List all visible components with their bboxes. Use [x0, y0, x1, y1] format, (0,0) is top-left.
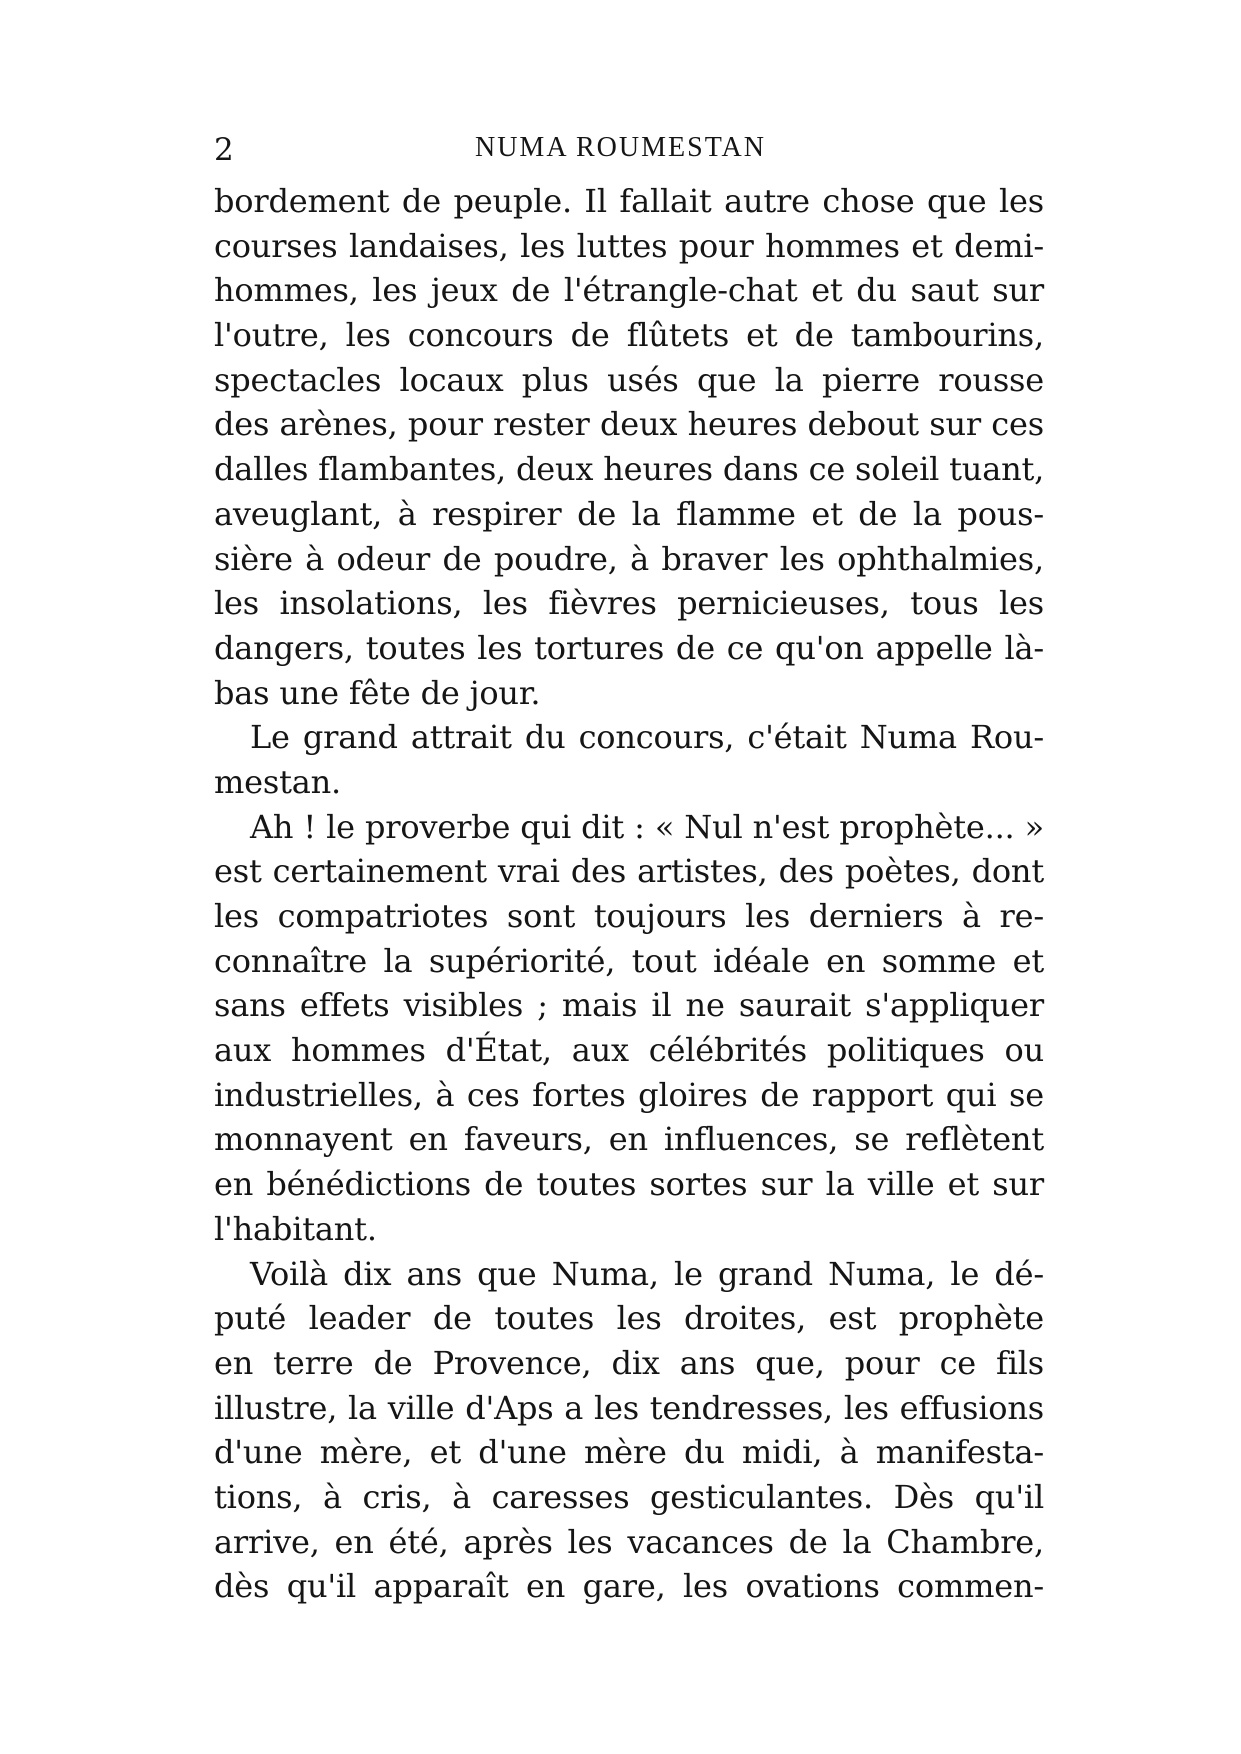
text-line: Voilà dix ans que Numa, le grand Numa, le dé-	[250, 1254, 1044, 1293]
text-line: est certainement vrai des artistes, des poètes, dont	[214, 852, 1044, 891]
text-line: illustre, la ville d'Aps a les tendresses, les effusions	[214, 1388, 1044, 1427]
text-line: mestan.	[214, 762, 342, 801]
text-line: les compatriotes sont toujours les derniers à re-	[214, 897, 1044, 935]
running-title: NUMA ROUMESTAN	[474, 132, 766, 163]
text-line: Le grand attrait du concours, c'était Numa Rou-	[250, 718, 1044, 757]
text-line: des arènes, pour rester deux heures debout sur ces	[214, 405, 1044, 444]
text-line: en bénédictions de toutes sortes sur la ville et sur	[214, 1165, 1044, 1204]
text-line: connaître la supériorité, tout idéale en somme et	[214, 941, 1044, 980]
text-line: courses landaises, les luttes pour hommes et demi-	[214, 226, 1044, 265]
text-line: arrive, en été, après les vacances de la Chambre,	[214, 1522, 1044, 1561]
text-line: d'une mère, et d'une mère du midi, à manifesta-	[214, 1433, 1044, 1472]
page-number: 2	[214, 132, 234, 168]
text-line: dalles flambantes, deux heures dans ce soleil tuant,	[214, 450, 1045, 489]
text-line: l'outre, les concours de flûtets et de tambourins,	[214, 316, 1044, 355]
text-line: bordement de peuple. Il fallait autre chose que les	[214, 182, 1044, 220]
text-line: aveuglant, à respirer de la flamme et de la pous-	[214, 494, 1044, 533]
text-line: puté leader de toutes les droites, est prophète	[214, 1299, 1044, 1338]
text-line: sans effets visibles ; mais il ne saurait s'appliquer	[214, 986, 1044, 1025]
text-line: les insolations, les fièvres pernicieuses, tous les	[214, 584, 1044, 623]
text-line: en terre de Provence, dix ans que, pour ce fils	[214, 1343, 1044, 1382]
text-line: aux hommes d'État, aux célébrités politiques ou	[214, 1031, 1044, 1070]
text-line: sière à odeur de poudre, à braver les ophthalmies,	[214, 539, 1044, 578]
text-line: monnayent en faveurs, en influences, se reflètent	[214, 1120, 1044, 1159]
text-line: spectacles locaux plus usés que la pierre rousse	[214, 360, 1044, 399]
body-text	[214, 179, 1044, 1609]
text-line: industrielles, à ces fortes gloires de rapport qui se	[214, 1075, 1044, 1114]
text-line: l'habitant.	[214, 1209, 377, 1248]
text-line: hommes, les jeux de l'étrangle-chat et du saut sur	[214, 271, 1044, 310]
text-line: Ah ! le proverbe qui dit : « Nul n'est prophète... »	[250, 807, 1044, 846]
text-line: tions, à cris, à caresses gesticulantes. Dès qu'il	[214, 1477, 1044, 1516]
text-line: dès qu'il apparaît en gare, les ovations commen-	[214, 1567, 1044, 1606]
text-line: dangers, toutes les tortures de ce qu'on appelle là-	[214, 628, 1044, 667]
text-line: bas une fête de jour.	[214, 673, 541, 712]
